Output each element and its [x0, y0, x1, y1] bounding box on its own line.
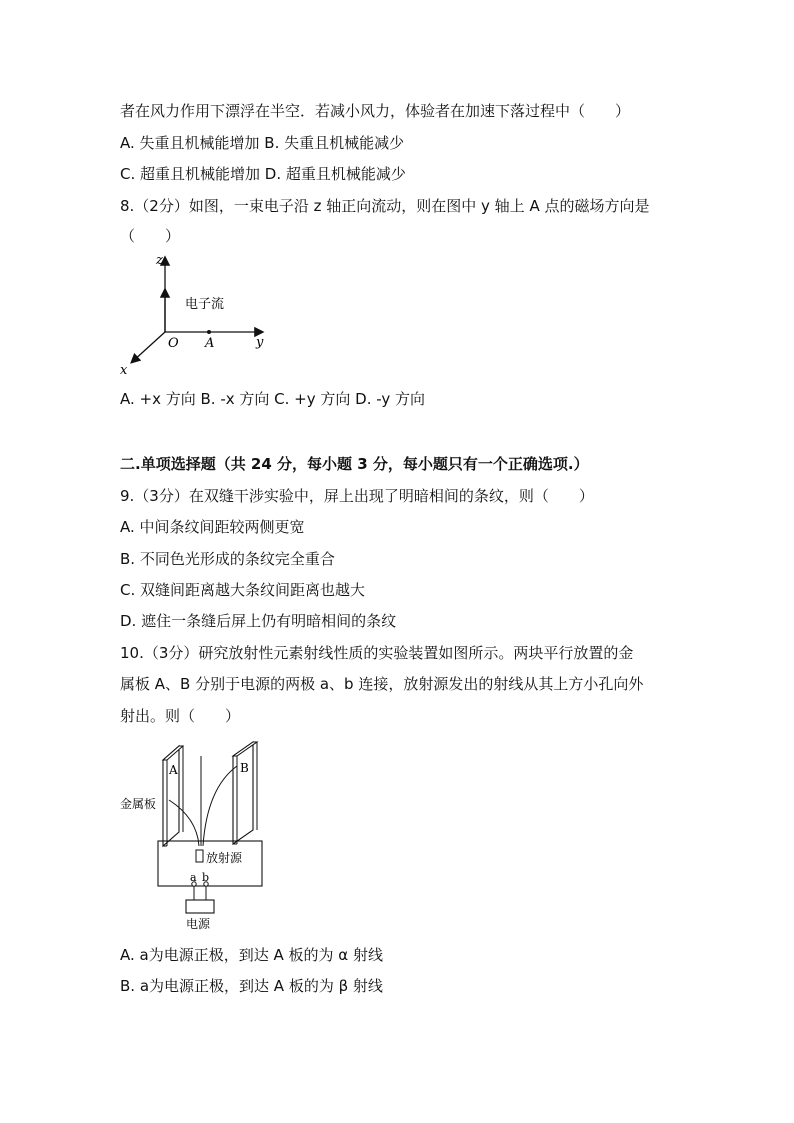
y-label: y: [256, 335, 264, 350]
pole-b-label: b: [202, 871, 210, 884]
plate-a: [163, 746, 183, 846]
plate-b-label: B: [240, 761, 249, 775]
x-axis: [132, 332, 165, 362]
q8-options: A. +x 方向 B. -x 方向 C. +y 方向 D. -y 方向: [120, 390, 426, 408]
q9-option-b: B. 不同色光形成的条纹完全重合: [120, 550, 335, 568]
q8-axes-figure: [110, 248, 280, 378]
q10-apparatus-figure: [115, 738, 285, 938]
q10-stem-line1: 10.（3分）研究放射性元素射线性质的实验装置如图所示。两块平行放置的金: [120, 644, 634, 662]
q9-option-d: D. 遮住一条缝后屏上仍有明暗相间的条纹: [120, 612, 397, 630]
electron-flow-label: 电子流: [185, 297, 225, 312]
q10-option-b: B. a为电源正极，到达 A 板的为 β 射线: [120, 977, 383, 995]
q10-stem-line3: 射出。则（ ）: [120, 707, 241, 725]
q9-stem: 9.（3分）在双缝干涉实验中，屏上出现了明暗相间的条纹，则（ ）: [120, 487, 594, 505]
plate-b: [233, 742, 257, 844]
section2-heading: 二.单项选择题（共 24 分，每小题 3 分，每小题只有一个正确选项.）: [120, 455, 589, 473]
pole-a-label: a: [190, 871, 197, 884]
a-label: A: [205, 336, 215, 351]
power-supply: [186, 900, 214, 913]
source-label: 放射源: [206, 851, 243, 865]
q7-options-row2: C. 超重且机械能增加 D. 超重且机械能减少: [120, 165, 406, 183]
q10-stem-line2: 属板 A、B 分别于电源的两极 a、b 连接，放射源发出的射线从其上方小孔向外: [120, 675, 644, 693]
q7-stem-tail: 者在风力作用下漂浮在半空．若减小风力，体验者在加速下落过程中（ ）: [120, 102, 631, 120]
q8-stem: 8.（2分）如图，一束电子沿 z 轴正向流动，则在图中 y 轴上 A 点的磁场方向是: [120, 197, 650, 215]
q10-option-a: A. a为电源正极，到达 A 板的为 α 射线: [120, 946, 383, 964]
q9-option-a: A. 中间条纹间距较两侧更宽: [120, 518, 305, 536]
origin-label: O: [168, 336, 179, 351]
ray-to-b: [203, 766, 237, 846]
point-a: [207, 330, 211, 334]
metal-plate-label: 金属板: [120, 797, 157, 811]
z-label: z: [156, 253, 163, 268]
x-label: x: [120, 363, 128, 378]
plate-a-label: A: [169, 763, 178, 777]
power-label: 电源: [186, 917, 211, 931]
q8-stem-cont: （ ）: [120, 227, 181, 245]
q7-options-row1: A. 失重且机械能增加 B. 失重且机械能减少: [120, 134, 405, 152]
radiation-source: [196, 850, 203, 862]
q9-option-c: C. 双缝间距离越大条纹间距离也越大: [120, 581, 366, 599]
